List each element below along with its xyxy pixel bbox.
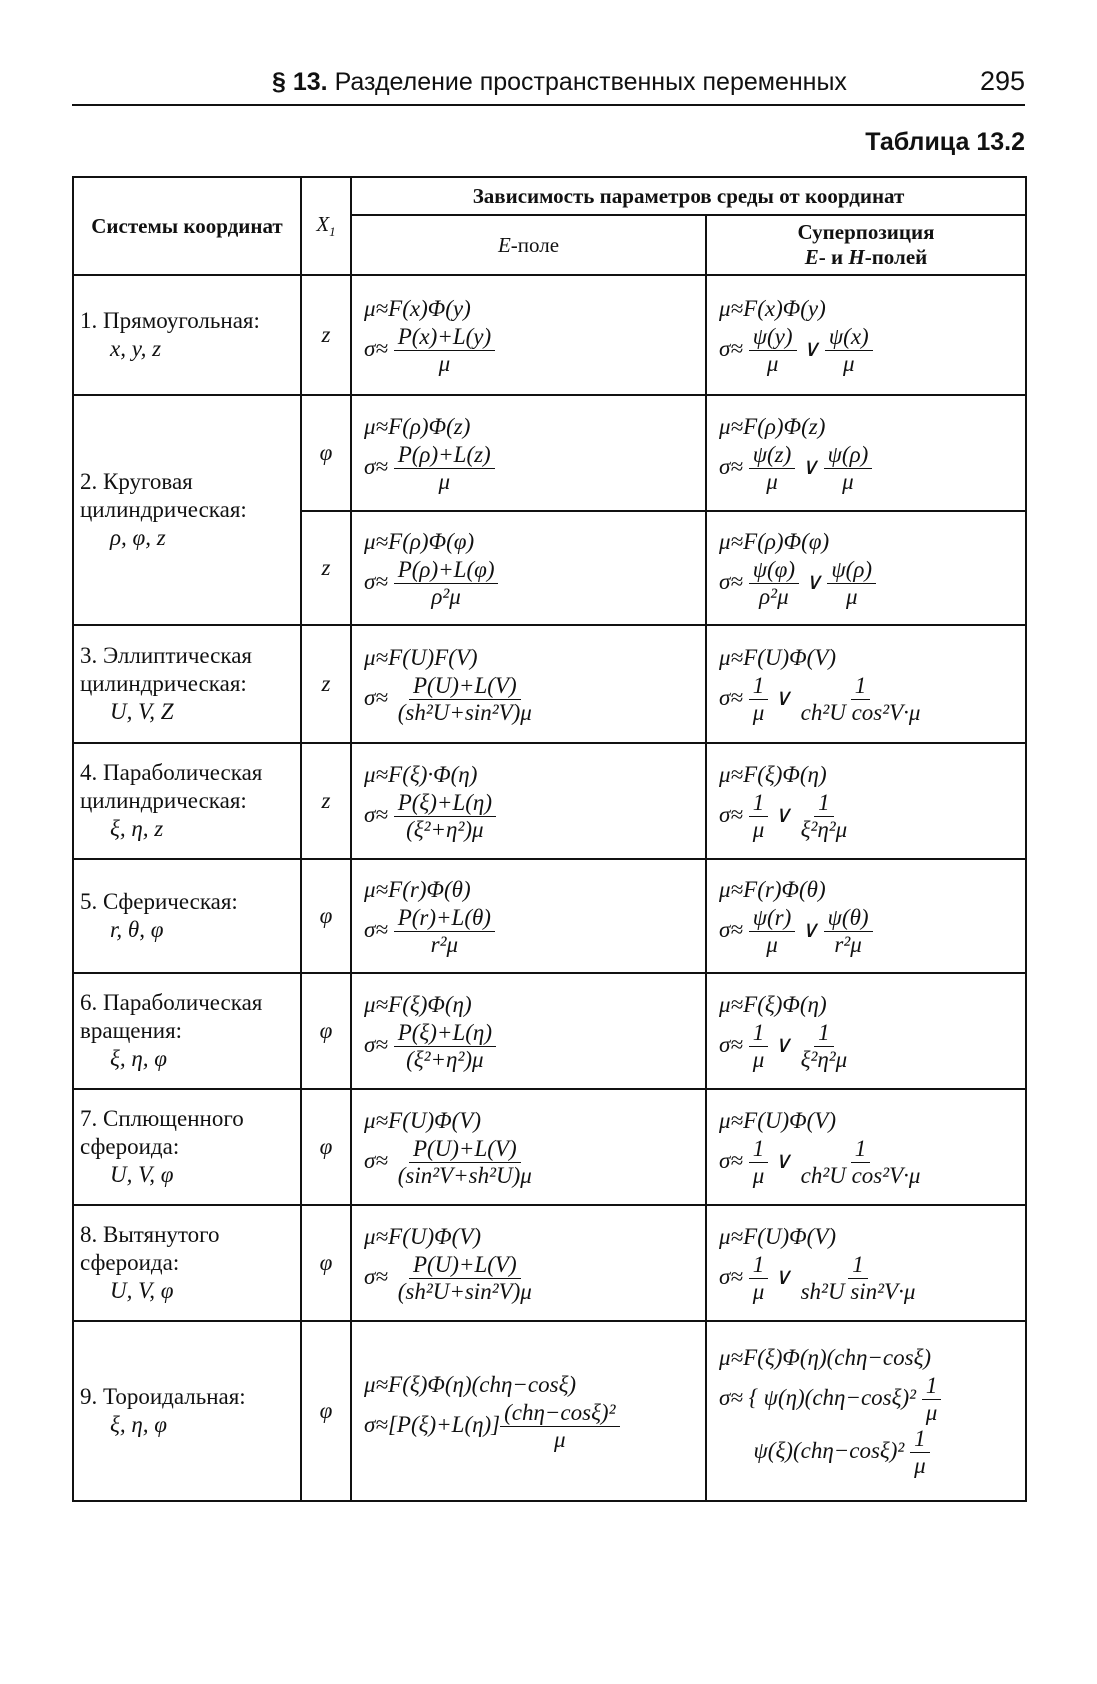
superposition-formula: μ≈F(U)Φ(V) σ≈ $\frac{1}{\mu}$ ∨ $\frac{1}{\text{sh²U sin²V·μ}}$ (706, 1205, 1026, 1321)
x1-value: z (301, 743, 351, 859)
superposition-formula: μ≈F(U)Φ(V) σ≈ $\frac{1}{\mu}$ ∨ $\frac{1}{\text{ch²U cos²V·μ}}$ (706, 625, 1026, 743)
col-systems: Системы координат (73, 177, 301, 275)
table-row (73, 625, 1026, 743)
table-row (73, 1205, 1026, 1321)
coordinates-table (72, 176, 1027, 1502)
table-row (73, 1089, 1026, 1205)
x1-value: φ (301, 1089, 351, 1205)
e-field-formula: μ≈F(ξ)·Φ(η) σ≈ $\frac{P(\xi)+L(\eta)}{\text{(ξ²+η²)μ}}$ (351, 743, 706, 859)
e-field-formula: μ≈F(x)Φ(y) σ≈ $\frac{P(x)+L(y)}{\mu}$ (351, 275, 706, 395)
col-e-field: E-поле (351, 215, 706, 275)
e-field-formula: μ≈F(U)Φ(V) σ≈ $\frac{P(U)+L(V)}{\text{(sin²V+sh²U)μ}}$ (351, 1089, 706, 1205)
system-name: 5. Сферическая: r, θ, φ (73, 859, 301, 973)
col-x1: $X_1$ (301, 177, 351, 275)
superposition-formula: μ≈F(ξ)Φ(η)(chη−cosξ) σ≈ { ψ(η)(chη−cosξ)² $\frac{1}{\mu}$ ψ(ξ)(chη−cosξ)² $\frac{1}{\mu}$ (706, 1321, 1026, 1501)
x1-value: φ (301, 1321, 351, 1501)
x1-value: z (301, 511, 351, 625)
x1-value: φ (301, 859, 351, 973)
e-field-formula: μ≈F(ξ)Φ(η)(chη−cosξ) σ≈[P(ξ)+L(η)] $\frac{\text{(chη−cosξ)²}}{\mu}$ (351, 1321, 706, 1501)
system-name: 9. Тороидальная: ξ, η, φ (73, 1321, 301, 1501)
running-header (72, 64, 1025, 106)
superposition-formula: μ≈F(ρ)Φ(φ) σ≈ $\frac{\psi(\varphi)}{\text{ρ²μ}}$ ∨ $\frac{\psi(\rho)}{\mu}$ (706, 511, 1026, 625)
e-field-formula: μ≈F(U)Φ(V) σ≈ $\frac{P(U)+L(V)}{\text{(sh²U+sin²V)μ}}$ (351, 1205, 706, 1321)
system-name: 3. Эллиптическая цилиндрическая: U, V, Z (73, 625, 301, 743)
system-name: 6. Параболическая вращения: ξ, η, φ (73, 973, 301, 1089)
e-field-formula: μ≈F(ρ)Φ(φ) σ≈ $\frac{P(\rho)+L(\varphi)}{\text{ρ²μ}}$ (351, 511, 706, 625)
system-name: 7. Сплющенного сфероида: U, V, φ (73, 1089, 301, 1205)
superposition-formula: μ≈F(U)Φ(V) σ≈ $\frac{1}{\mu}$ ∨ $\frac{1}{\text{ch²U cos²V·μ}}$ (706, 1089, 1026, 1205)
x1-value: φ (301, 395, 351, 511)
col-superposition: Суперпозиция E- и H-полей (706, 215, 1026, 275)
x1-value: z (301, 625, 351, 743)
section-title: § 13. Разделение пространственных переменных (272, 68, 847, 96)
superposition-formula: μ≈F(x)Φ(y) σ≈ $\frac{\psi(y)}{\mu}$ ∨ $\frac{\psi(x)}{\mu}$ (706, 275, 1026, 395)
system-name: 1. Прямоугольная: x, y, z (73, 275, 301, 395)
table-row (73, 743, 1026, 859)
table-row (73, 1321, 1026, 1501)
e-field-formula: μ≈F(r)Φ(θ) σ≈ $\frac{P(r)+L(\theta)}{\text{r²μ}}$ (351, 859, 706, 973)
superposition-formula: μ≈F(r)Φ(θ) σ≈ $\frac{\psi(r)}{\mu}$ ∨ $\frac{\psi(\theta)}{\text{r²μ}}$ (706, 859, 1026, 973)
system-name: 8. Вытянутого сфероида: U, V, φ (73, 1205, 301, 1321)
table-row (73, 275, 1026, 395)
system-name: 4. Параболическая цилиндрическая: ξ, η, z (73, 743, 301, 859)
table-caption: Таблица 13.2 (865, 128, 1025, 156)
e-field-formula: μ≈F(ρ)Φ(z) σ≈ $\frac{P(\rho)+L(z)}{\mu}$ (351, 395, 706, 511)
e-field-formula: μ≈F(U)F(V) σ≈ $\frac{P(U)+L(V)}{\text{(sh²U+sin²V)μ}}$ (351, 625, 706, 743)
x1-value: φ (301, 973, 351, 1089)
table-row (73, 395, 1026, 511)
col-group: Зависимость параметров среды от координат (351, 177, 1026, 215)
page-number: 295 (979, 66, 1025, 96)
system-name: 2. Круговая цилиндрическая: ρ, φ, z (73, 395, 301, 625)
superposition-formula: μ≈F(ξ)Φ(η) σ≈ $\frac{1}{\mu}$ ∨ $\frac{1}{\text{ξ²η²μ}}$ (706, 743, 1026, 859)
superposition-formula: μ≈F(ρ)Φ(z) σ≈ $\frac{\psi(z)}{\mu}$ ∨ $\frac{\psi(\rho)}{\mu}$ (706, 395, 1026, 511)
x1-value: z (301, 275, 351, 395)
superposition-formula: μ≈F(ξ)Φ(η) σ≈ $\frac{1}{\mu}$ ∨ $\frac{1}{\text{ξ²η²μ}}$ (706, 973, 1026, 1089)
x1-value: φ (301, 1205, 351, 1321)
table-row (73, 859, 1026, 973)
e-field-formula: μ≈F(ξ)Φ(η) σ≈ $\frac{P(\xi)+L(\eta)}{\text{(ξ²+η²)μ}}$ (351, 973, 706, 1089)
table-row (73, 973, 1026, 1089)
